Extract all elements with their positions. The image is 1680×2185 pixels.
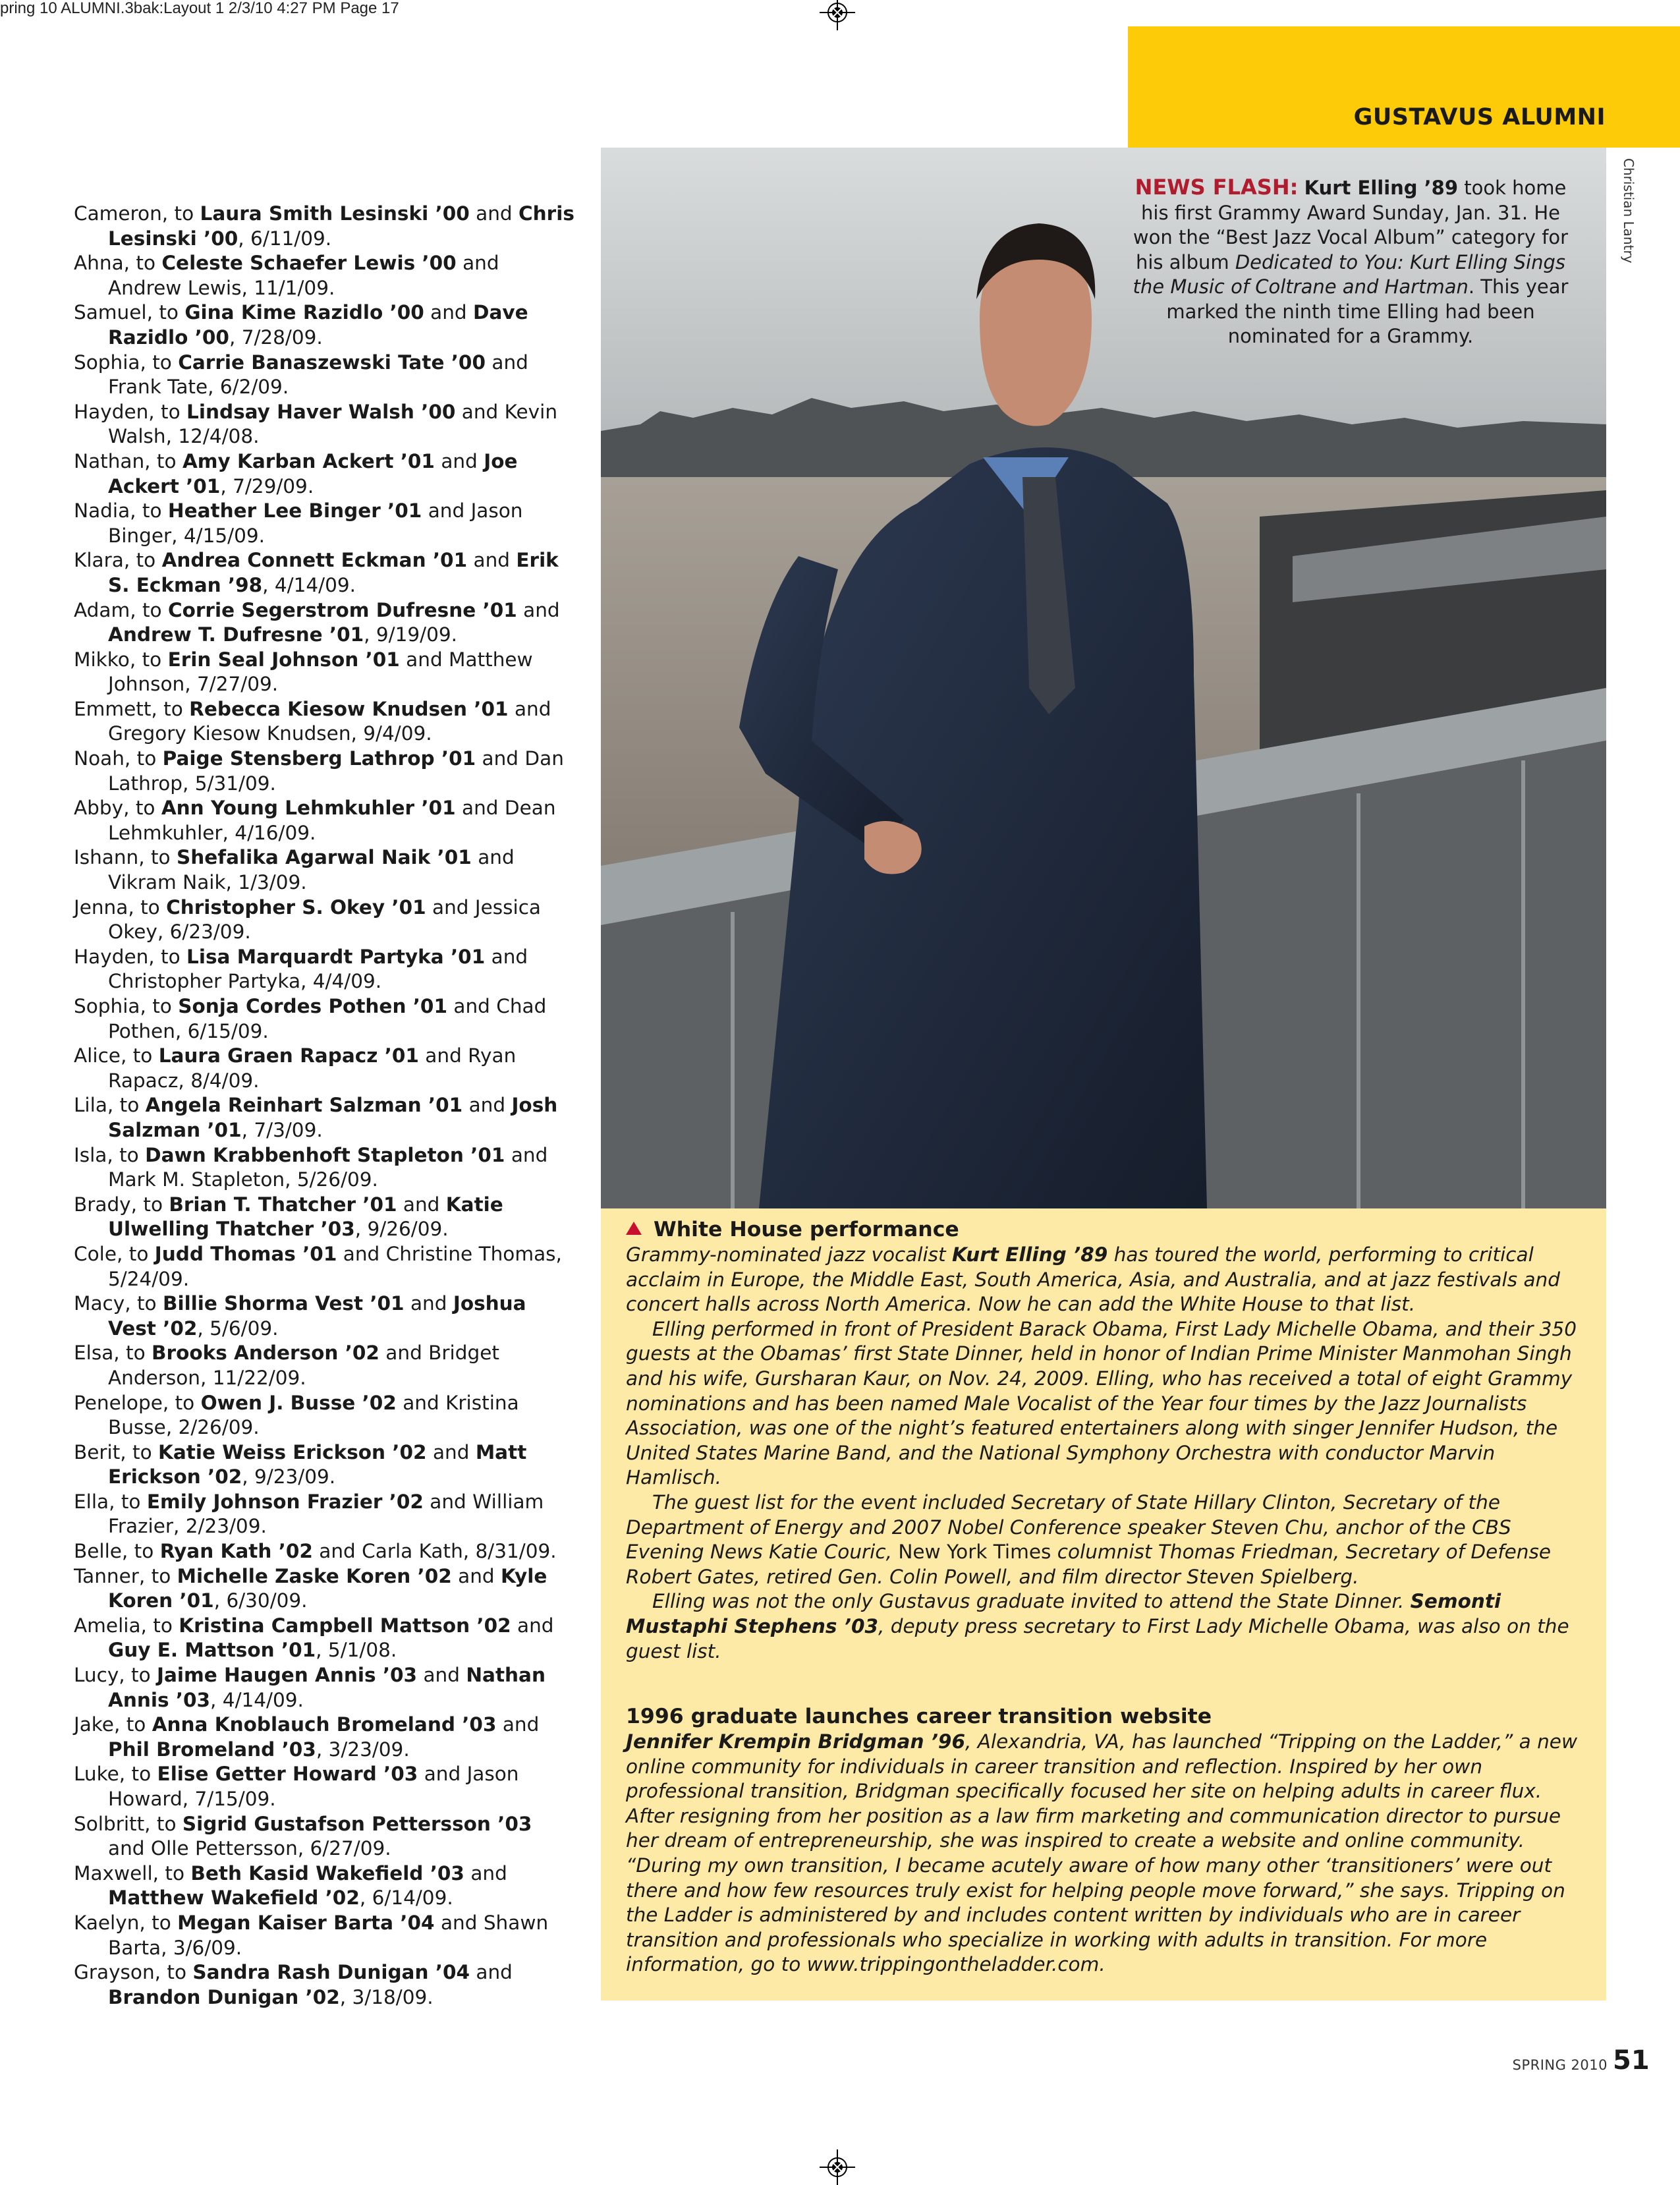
triangle-icon xyxy=(626,1222,642,1235)
section-title: GUSTAVUS ALUMNI xyxy=(1353,104,1606,130)
birth-entry: Nathan, to Amy Karban Ackert ’01 and Joe Ackert ’01, 7/29/09. xyxy=(74,449,518,497)
alumni-news-box xyxy=(601,1208,1606,2001)
birth-entry: Hayden, to Lindsay Haver Walsh ’00 and Kevin Walsh, 12/4/08. xyxy=(74,400,558,448)
birth-entry: Kaelyn, to Megan Kaiser Barta ’04 and Shawn Barta, 3/6/09. xyxy=(74,1911,549,1959)
birth-entry: Cole, to Judd Thomas ’01 and Christine Thomas, 5/24/09. xyxy=(74,1242,562,1290)
registration-mark-icon xyxy=(820,2149,855,2185)
birth-entry: Nadia, to Heather Lee Binger ’01 and Jason Binger, 4/15/09. xyxy=(74,499,523,547)
birth-entry: Sophia, to Carrie Banaszewski Tate ’00 and Frank Tate, 6/2/09. xyxy=(74,351,528,399)
birth-entry: Tanner, to Michelle Zaske Koren ’02 and Kyle Koren ’01, 6/30/09. xyxy=(74,1564,547,1612)
birth-entry: Samuel, to Gina Kime Razidlo ’00 and Dave Razidlo ’00, 7/28/09. xyxy=(74,301,528,349)
birth-entry: Cameron, to Laura Smith Lesinski ’00 and Chris Lesinski ’00, 6/11/09. xyxy=(74,202,574,250)
birth-entry: Noah, to Paige Stensberg Lathrop ’01 and Dan Lathrop, 5/31/09. xyxy=(74,747,564,795)
page-number: 51 xyxy=(1613,2045,1650,2076)
birth-entry: Lucy, to Jaime Haugen Annis ’03 and Nathan Annis ’03, 4/14/09. xyxy=(74,1664,546,1711)
birth-entry: Maxwell, to Beth Kasid Wakefield ’03 and Matthew Wakefield ’02, 6/14/09. xyxy=(74,1861,507,1910)
white-house-paragraph: Elling was not the only Gustavus graduate invited to attend the State Dinner. Semonti Mustaphi Stephens ’03, deputy press secretary to First Lady Michelle Obama, was also on the guest list. xyxy=(626,1590,1569,1662)
photo-credit: Christian Lantry xyxy=(1621,158,1637,264)
births-list xyxy=(74,202,574,2010)
registration-mark-icon xyxy=(820,0,855,30)
birth-entry: Alice, to Laura Graen Rapacz ’01 and Ryan Rapacz, 8/4/09. xyxy=(74,1044,517,1092)
news-flash-text: took home his first Grammy Award Sunday, Jan. 31. He won the “Best Jazz Vocal Album” category for his album xyxy=(1133,177,1569,273)
birth-entry: Adam, to Corrie Segerstrom Dufresne ’01 and Andrew T. Dufresne ’01, 9/19/09. xyxy=(74,598,560,646)
white-house-heading: White House performance xyxy=(626,1216,1594,1243)
birth-entry: Hayden, to Lisa Marquardt Partyka ’01 and Christopher Partyka, 4/4/09. xyxy=(74,945,528,993)
birth-entry: Jenna, to Christopher S. Okey ’01 and Jessica Okey, 6/23/09. xyxy=(74,895,541,944)
birth-entry: Lila, to Angela Reinhart Salzman ’01 and Josh Salzman ’01, 7/3/09. xyxy=(74,1094,558,1141)
birth-entry: Grayson, to Sandra Rash Dunigan ’04 and Brandon Dunigan ’02, 3/18/09. xyxy=(74,1961,513,2008)
birth-entry: Amelia, to Kristina Campbell Mattson ’02 and Guy E. Mattson ’01, 5/1/08. xyxy=(74,1614,554,1662)
birth-entry: Abby, to Ann Young Lehmkuhler ’01 and Dean Lehmkuhler, 4/16/09. xyxy=(74,797,556,844)
white-house-paragraph: The guest list for the event included Secretary of State Hillary Clinton, Secretary of the Department of Energy and 2007 Nobel Conference speaker Steven Chu, anchor of the CBS Evening News Katie Couric, New York Times columnist Thomas Friedman, Secretary of Defense Robert Gates, retired Gen. Colin Powell, and film director Steven Spielberg. xyxy=(626,1490,1552,1588)
news-flash-label: NEWS FLASH: xyxy=(1134,175,1299,200)
issue-label: SPRING 2010 xyxy=(1512,2057,1608,2073)
birth-entry: Ahna, to Celeste Schaefer Lewis ’00 and Andrew Lewis, 11/1/09. xyxy=(74,252,499,299)
birth-entry: Ishann, to Shefalika Agarwal Naik ’01 and Vikram Naik, 1/3/09. xyxy=(74,846,515,894)
news-flash-caption xyxy=(1127,175,1575,349)
birth-entry: Luke, to Elise Getter Howard ’03 and Jason Howard, 7/15/09. xyxy=(74,1763,519,1810)
white-house-paragraph: Grammy-nominated jazz vocalist Kurt Elling ’89 has toured the world, performing to critical acclaim in Europe, the Middle East, South America, Asia, and Australia, and at jazz festivals and concert halls across North America. Now he can add the White House to that list. xyxy=(626,1243,1560,1316)
print-slug: pring 10 ALUMNI.3bak:Layout 1 2/3/10 4:27 PM Page 17 xyxy=(0,0,399,17)
birth-entry: Penelope, to Owen J. Busse ’02 and Kristina Busse, 2/26/09. xyxy=(74,1391,519,1439)
news-flash-text-end: . This year marked the ninth time Elling had been nominated for a Grammy. xyxy=(1166,275,1569,347)
career-heading: 1996 graduate launches career transition website xyxy=(626,1705,1212,1729)
birth-entry: Mikko, to Erin Seal Johnson ’01 and Matthew Johnson, 7/27/09. xyxy=(74,648,533,696)
news-flash-album: Dedicated to You: Kurt Elling Sings the Music of Coltrane and Hartman xyxy=(1133,250,1565,298)
birth-entry: Klara, to Andrea Connett Eckman ’01 and Erik S. Eckman ’98, 4/14/09. xyxy=(74,549,559,596)
birth-entry: Emmett, to Rebecca Kiesow Knudsen ’01 and Gregory Kiesow Knudsen, 9/4/09. xyxy=(74,697,551,745)
white-house-paragraph: Elling performed in front of President Barack Obama, First Lady Michelle Obama, and their 350 guests at the Obamas’ first State Dinner, held in honor of Indian Prime Minister Manmohan Singh and his wife, Gursharan Kaur, on Nov. 24, 2009. Elling, who has received a total of eight Grammy nominations and has been named Male Vocalist of the Year four times by the Jazz Journalists Association, was one of the night’s featured entertainers along with singer Jennifer Hudson, the United States Marine Band, and the National Symphony Orchestra with conductor Marvin Hamlisch. xyxy=(626,1317,1577,1489)
birth-entry: Jake, to Anna Knoblauch Bromeland ’03 and Phil Bromeland ’03, 3/23/09. xyxy=(74,1713,540,1761)
birth-entry: Isla, to Dawn Krabbenhoft Stapleton ’01 and Mark M. Stapleton, 5/26/09. xyxy=(74,1143,548,1191)
birth-entry: Berit, to Katie Weiss Erickson ’02 and Matt Erickson ’02, 9/23/09. xyxy=(74,1440,527,1489)
birth-entry: Ella, to Emily Johnson Frazier ’02 and William Frazier, 2/23/09. xyxy=(74,1490,544,1538)
birth-entry: Belle, to Ryan Kath ’02 and Carla Kath, 8/31/09. xyxy=(74,1540,557,1563)
birth-entry: Macy, to Billie Shorma Vest ’01 and Joshua Vest ’02, 5/6/09. xyxy=(74,1292,526,1340)
birth-entry: Solbritt, to Sigrid Gustafson Pettersson ’03 and Olle Pettersson, 6/27/09. xyxy=(74,1812,532,1860)
news-flash-name: Kurt Elling ’89 xyxy=(1304,177,1459,199)
career-paragraph: Jennifer Krempin Bridgman ’96, Alexandria, VA, has launched “Tripping on the Ladder,” a new online community for individuals in career transition and reflection. Inspired by her own professional transition, Bridgman specifically focused her site on helping adults in career flux. After resigning from her position as a law firm marketing and communication director to pursue her dream of entrepreneurship, she was inspired to create a website and online community. “During my own transition, I became acutely aware of how many other ‘transitioners’ were out there and how few resources truly exist for helping people move forward,” she says. Tripping on the Ladder is administered by and includes content written by individuals who are in career transition and professionals who specialize in working with adults in transition. For more information, go to www.trippingontheladder.com. xyxy=(626,1730,1578,1976)
birth-entry: Sophia, to Sonja Cordes Pothen ’01 and Chad Pothen, 6/15/09. xyxy=(74,995,547,1042)
birth-entry: Brady, to Brian T. Thatcher ’01 and Katie Ulwelling Thatcher ’03, 9/26/09. xyxy=(74,1193,503,1241)
birth-entry: Elsa, to Brooks Anderson ’02 and Bridget Anderson, 11/22/09. xyxy=(74,1342,499,1389)
